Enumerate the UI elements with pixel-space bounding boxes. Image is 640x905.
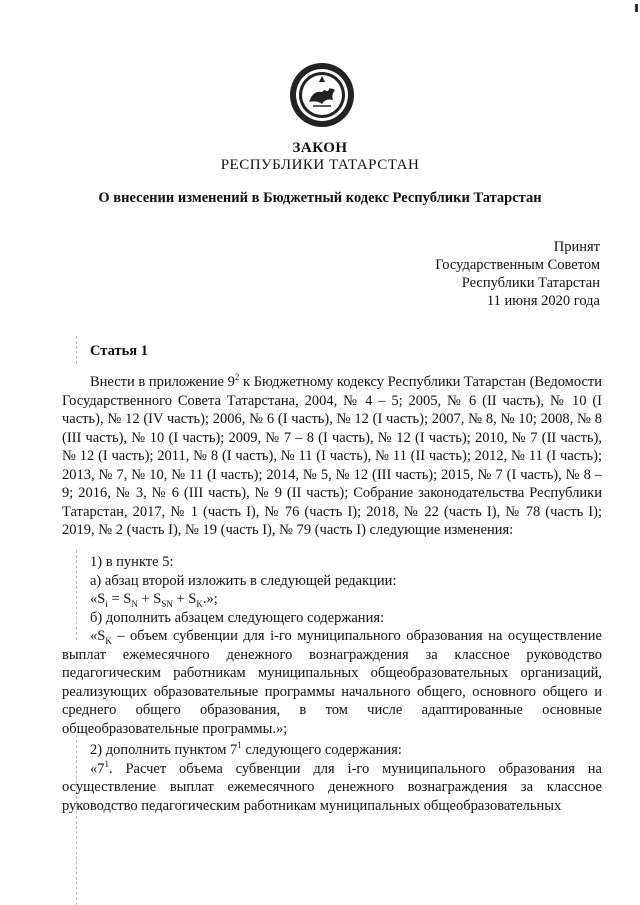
item-2-title: 2) дополнить пунктом $7^1$ следующего содержания: — [90, 740, 402, 758]
adoption-line: Республики Татарстан — [461, 275, 600, 291]
adoption-block — [435, 238, 600, 310]
scan-mark — [635, 4, 638, 12]
item-1 — [62, 553, 602, 738]
margin-mark — [76, 336, 77, 364]
article-intro — [62, 373, 602, 540]
formula: «$S_i = S_N + S_{SN} + S_K$.»; — [90, 591, 218, 609]
item-1-b: б) дополнить абзацем следующего содержания: — [90, 609, 385, 626]
item-2 — [62, 741, 602, 815]
republic-title: РЕСПУБЛИКИ ТАТАРСТАН — [220, 157, 420, 173]
item-1-a: а) абзац второй изложить в следующей редакции: — [90, 572, 397, 589]
tatarstan-emblem-icon — [289, 62, 355, 128]
adoption-date: 11 июня 2020 года — [486, 293, 600, 309]
intro-paragraph: Внести в приложение $9^2$ к Бюджетному кодексу Республики Татарстан (Ведомости Государственного Совета Татарстана, 2004, № 4 – 5; 2005, № 6 (II часть), № 10 (I часть), № 12 (IV часть); 2006, № 6 (I часть), № 12 (I часть); 2007, № 8, № 10; 2008, № 8 (III часть), № 10 (I часть); 2009, № 7 – 8 (I часть), № 12 (I часть); 2010, № 7 (II часть), № 12 (I часть); 2011, № 8 (I часть), № 11 (I часть), № 11 (II часть); 2012, № 11 (I часть); 2013, № 7, № 10, № 11 (I часть); 2014, № 5, № 12 (III часть); 2015, № 7 (I часть), № 8 – 9; 2016, № 3, № 6 (III часть), № 9 (II часть); Собрание законодательства Республики Татарстан, 2017, № 1 (часть I), № 76 (часть I); 2018, № 22 (часть I), № 78 (часть I); 2019, № 2 (часть I), № 19 (часть I), № 79 (часть I) следующие изменения: — [62, 372, 602, 538]
law-title: ЗАКОН — [292, 140, 348, 156]
adoption-line: Принят — [553, 239, 600, 255]
item-2-paragraph: «$7^1$. Расчет объема субвенции для i-го муниципального образования на осуществление выплат ежемесячного денежного вознаграждения за классное руководство педагогическим работникам муниципальных общеобразовательных — [62, 758, 602, 814]
sk-definition: «$S_K$ – объем субвенции для i-го муниципального образования на осуществление выплат ежемесячного денежного вознаграждения за классное руководство педагогическим работникам муниципальных общеобразовательных организаций, реализующих образовательные программы начального общего, основного общего и среднего общего образования, в том числе адаптированные основные общеобразовательные программы.»; — [62, 628, 602, 737]
item-1-title: 1) в пункте 5: — [90, 554, 174, 570]
law-subject: О внесении изменений в Бюджетный кодекс Республики Татарстан — [98, 190, 542, 206]
article-title: Статья 1 — [90, 343, 148, 359]
adoption-line: Государственным Советом — [435, 257, 600, 273]
